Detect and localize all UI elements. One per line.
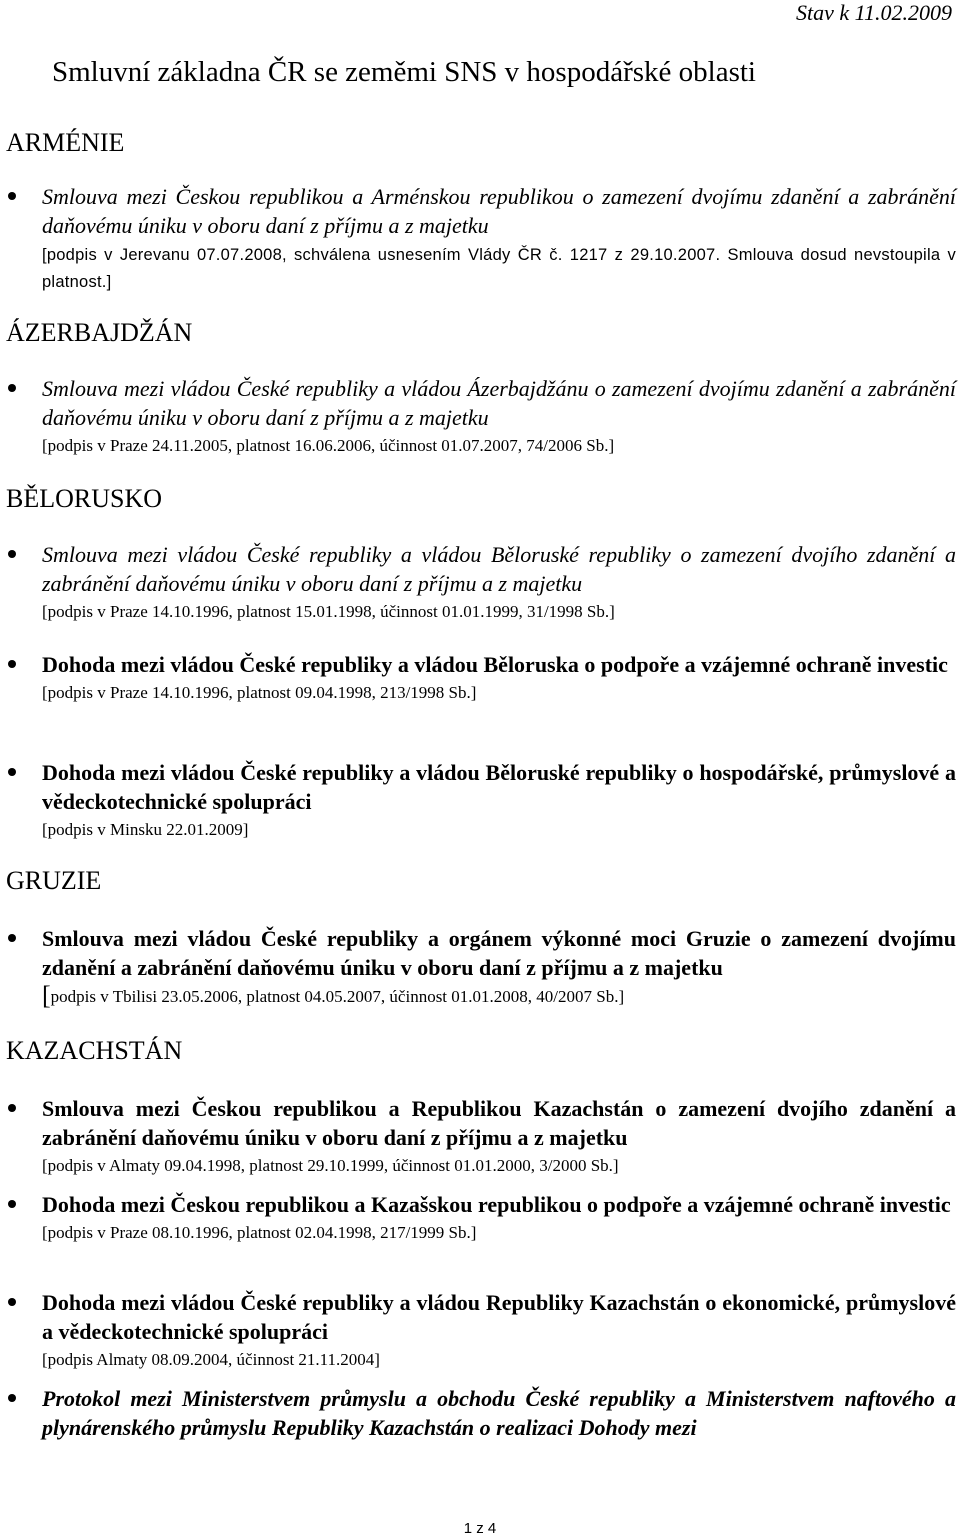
bullet-icon xyxy=(8,192,16,200)
agreement-title: Dohoda mezi vládou České republiky a vládou Běloruska o podpoře a vzájemné ochraně investic xyxy=(42,652,948,677)
agreement-title: Protokol mezi Ministerstvem průmyslu a obchodu České republiky a Ministerstvem naftového a plynárenského průmyslu Republiky Kazachstán o realizaci Dohody mezi xyxy=(42,1386,956,1440)
agreement-item xyxy=(42,1094,956,1178)
bullet-icon xyxy=(8,550,16,558)
agreement-note: [podpis v Praze 24.11.2005, platnost 16.06.2006, účinnost 01.07.2007, 74/2006 Sb.] xyxy=(42,436,615,455)
agreement-note: [podpis v Praze 08.10.1996, platnost 02.04.1998, 217/1999 Sb.] xyxy=(42,1223,477,1242)
bullet-icon xyxy=(8,1104,16,1112)
document-status-date: Stav k 11.02.2009 xyxy=(795,0,952,25)
agreement-item xyxy=(42,182,956,296)
note-open-bracket: [ xyxy=(42,981,51,1010)
bullet-icon xyxy=(8,1298,16,1306)
agreement-note: [podpis v Minsku 22.01.2009] xyxy=(42,820,249,839)
country-heading-gruzie: GRUZIE xyxy=(6,866,102,895)
agreement-item xyxy=(42,1288,956,1372)
bullet-icon xyxy=(8,1200,16,1208)
page-number: 1 z 4 xyxy=(463,1520,497,1537)
agreement-item xyxy=(42,540,956,624)
agreement-note: [podpis v Jerevanu 07.07.2008, schválena usnesením Vlády ČR č. 1217 z 29.10.2007. Smlouva dosud nevstoupila v platnost.] xyxy=(42,246,956,291)
agreement-title: Dohoda mezi Českou republikou a Kazašskou republikou o podpoře a vzájemné ochraně investic xyxy=(42,1192,951,1217)
agreement-item xyxy=(42,1190,956,1245)
country-heading-belorusko: BĚLORUSKO xyxy=(6,484,163,513)
agreement-note-text: podpis v Tbilisi 23.05.2006, platnost 04.05.2007, účinnost 01.01.2008, 40/2007 Sb.] xyxy=(50,987,625,1006)
country-heading-armenie: ARMÉNIE xyxy=(6,128,125,157)
bullet-icon xyxy=(8,934,16,942)
agreement-item xyxy=(42,374,956,458)
agreement-item xyxy=(42,924,956,1009)
agreement-note: [podpis v Praze 14.10.1996, platnost 15.01.1998, účinnost 01.01.1999, 31/1998 Sb.] xyxy=(42,602,615,621)
agreement-title: Dohoda mezi vládou České republiky a vládou Republiky Kazachstán o ekonomické, průmyslové a vědeckotechnické spolupráci xyxy=(42,1290,956,1344)
bullet-icon xyxy=(8,768,16,776)
agreement-item xyxy=(42,1384,956,1442)
agreement-note: [podpis v Almaty 09.04.1998, platnost 29.10.1999, účinnost 01.01.2000, 3/2000 Sb.] xyxy=(42,1156,619,1175)
agreement-note: [podpis v Praze 14.10.1996, platnost 09.04.1998, 213/1998 Sb.] xyxy=(42,683,477,702)
agreement-item xyxy=(42,758,956,842)
country-heading-kazachstan: KAZACHSTÁN xyxy=(6,1036,183,1065)
agreement-title: Smlouva mezi Českou republikou a Arménskou republikou o zamezení dvojímu zdanění a zabránění daňovému úniku v oboru daní z příjmu a z majetku xyxy=(42,184,956,238)
agreement-title: Smlouva mezi vládou České republiky a orgánem výkonné moci Gruzie o zamezení dvojímu zdanění a zabránění daňovému úniku v oboru daní z příjmu a z majetku xyxy=(42,926,956,980)
bullet-icon xyxy=(8,384,16,392)
agreement-title: Smlouva mezi vládou České republiky a vládou Ázerbajdžánu o zamezení dvojímu zdanění a zabránění daňovému úniku v oboru daní z příjmu a z majetku xyxy=(42,376,956,430)
agreement-title: Smlouva mezi vládou České republiky a vládou Běloruské republiky o zamezení dvojího zdanění a zabránění daňovému úniku v oboru daní z příjmu a z majetku xyxy=(42,542,956,596)
agreement-note: [podpis Almaty 08.09.2004, účinnost 21.11.2004] xyxy=(42,1350,380,1369)
bullet-icon xyxy=(8,1394,16,1402)
bullet-icon xyxy=(8,660,16,668)
agreement-item xyxy=(42,650,956,705)
country-heading-azerbajdzan: ÁZERBAJDŽÁN xyxy=(6,318,193,347)
agreement-title: Dohoda mezi vládou České republiky a vládou Běloruské republiky o hospodářské, průmyslové a vědeckotechnické spolupráci xyxy=(42,760,956,814)
agreement-note xyxy=(42,981,956,1010)
agreement-title: Smlouva mezi Českou republikou a Republikou Kazachstán o zamezení dvojího zdanění a zabránění daňovému úniku v oboru daní z příjmu a z majetku xyxy=(42,1096,956,1150)
document-title: Smluvní základna ČR se zeměmi SNS v hospodářské oblasti xyxy=(52,56,756,88)
